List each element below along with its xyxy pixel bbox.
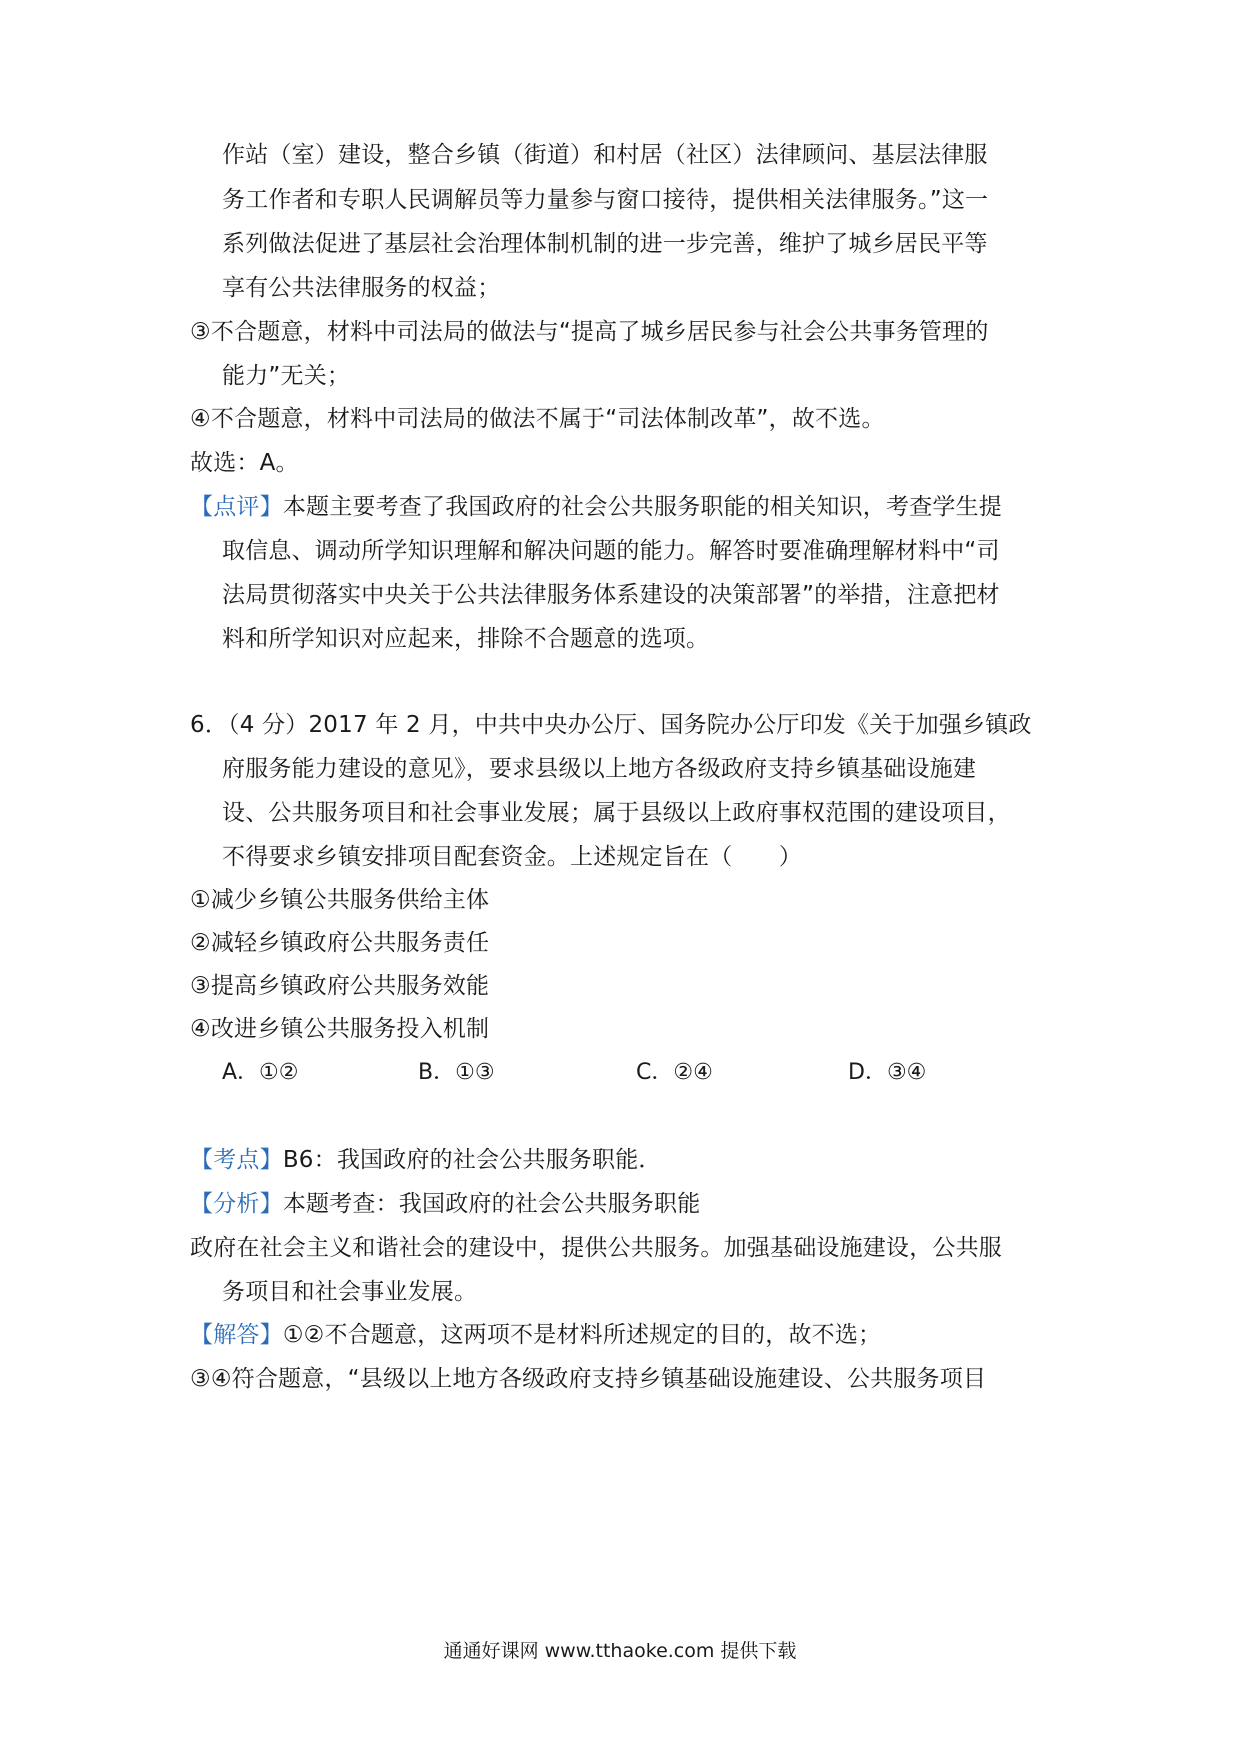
text-line: 作站（室）建设，整合乡镇（街道）和村居（社区）法律顾问、基层法律服 (222, 142, 988, 168)
item-4-line: ④不合题意，材料中司法局的做法不属于“司法体制改革”，故不选。 (190, 406, 885, 432)
solution-line-cont: ③④符合题意，“县级以上地方各级政府支持乡镇基础设施建设、公共服务项目 (190, 1366, 987, 1392)
analysis-tag: 【分析】 (190, 1191, 283, 1217)
analysis-body-line-cont: 务项目和社会事业发展。 (222, 1279, 478, 1305)
option-c: C．②④ (636, 1060, 713, 1085)
page-footer: 通通好课网 www.tthaoke.com 提供下载 (443, 1640, 797, 1662)
question-6-line: 府服务能力建设的意见》，要求县级以上地方各级政府支持乡镇基础设施建 (222, 756, 977, 782)
review-line-cont: 法局贯彻落实中央关于公共法律服务体系建设的决策部署”的举措，注意把材 (222, 582, 1000, 608)
option-b: B．①③ (418, 1060, 495, 1085)
review-line-cont: 料和所学知识对应起来，排除不合题意的选项。 (222, 626, 710, 652)
text-line: 享有公共法律服务的权益； (222, 275, 501, 301)
review-text: 本题主要考查了我国政府的社会公共服务职能的相关知识，考查学生提 (282, 494, 1003, 520)
review-tag: 【点评】 (190, 494, 283, 520)
review-line-cont: 取信息、调动所学知识理解和解决问题的能力。解答时要准确理解材料中“司 (222, 538, 1000, 564)
statement-item: ③提高乡镇政府公共服务效能 (190, 973, 490, 999)
solution-text: ①②不合题意，这两项不是材料所述规定的目的，故不选； (282, 1322, 882, 1348)
point-line (190, 1145, 662, 1175)
text-line: 务工作者和专职人民调解员等力量参与窗口接待，提供相关法律服务。”这一 (222, 187, 989, 213)
text-line: 系列做法促进了基层社会治理体制机制的进一步完善，维护了城乡居民平等 (222, 231, 988, 257)
question-6-line: 不得要求乡镇安排项目配套资金。上述规定旨在（ ） (222, 844, 802, 870)
option-d: D．③④ (848, 1060, 927, 1085)
review-line (190, 492, 1002, 522)
statement-item: ④改进乡镇公共服务投入机制 (190, 1016, 490, 1042)
point-tag: 【考点】 (190, 1147, 283, 1173)
solution-line (190, 1320, 881, 1350)
point-text: B6：我国政府的社会公共服务职能． (282, 1147, 662, 1173)
answer-line: 故选：A。 (190, 450, 299, 476)
analysis-body-line: 政府在社会主义和谐社会的建设中，提供公共服务。加强基础设施建设，公共服 (190, 1235, 1002, 1261)
statement-item: ①减少乡镇公共服务供给主体 (190, 887, 490, 913)
statement-item: ②减轻乡镇政府公共服务责任 (190, 930, 490, 956)
question-6-line: 6．（4 分）2017 年 2 月，中共中央办公厅、国务院办公厅印发《关于加强乡镇政 (190, 712, 1032, 738)
item-3-line-cont: 能力”无关； (222, 363, 351, 389)
analysis-text: 本题考查：我国政府的社会公共服务职能 (282, 1191, 701, 1217)
solution-tag: 【解答】 (190, 1322, 283, 1348)
analysis-line (190, 1189, 700, 1219)
question-6-line: 设、公共服务项目和社会事业发展；属于县级以上政府事权范围的建设项目， (222, 800, 1011, 826)
option-a: A．①② (222, 1060, 299, 1085)
item-3-line: ③不合题意，材料中司法局的做法与“提高了城乡居民参与社会公共事务管理的 (190, 319, 989, 345)
